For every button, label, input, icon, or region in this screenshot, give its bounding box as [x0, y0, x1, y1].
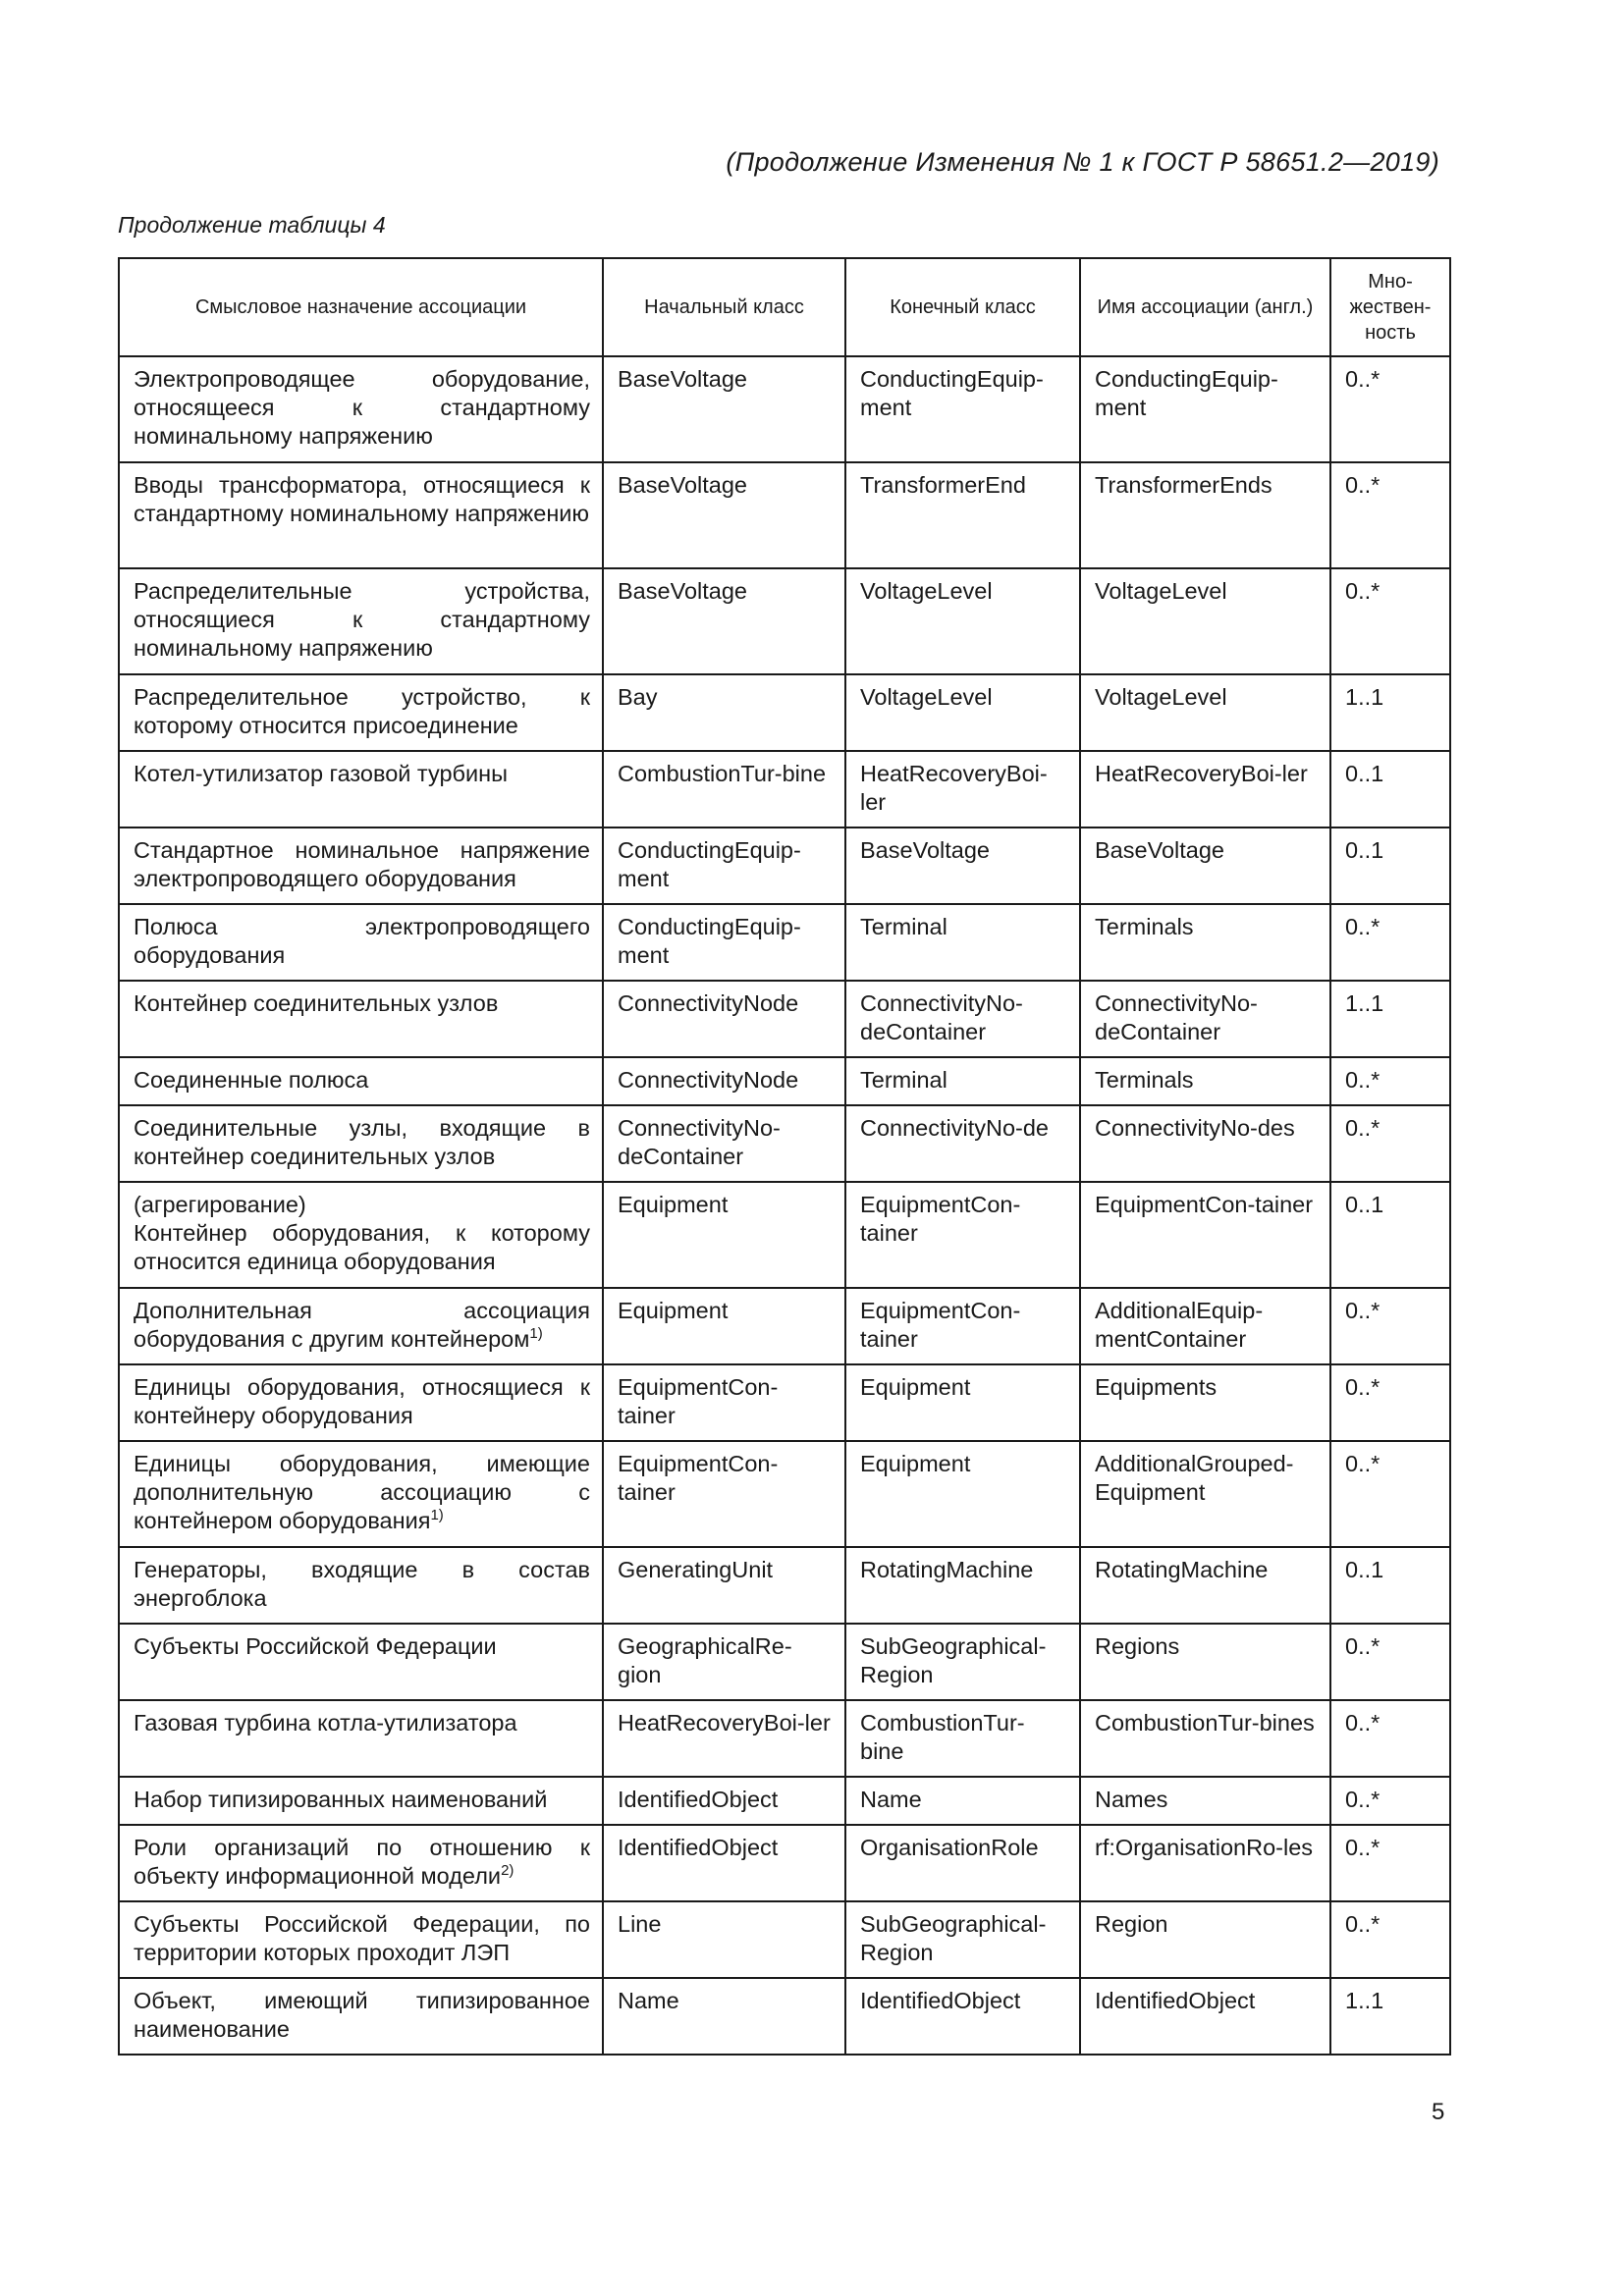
cell-purpose: Соединенные полюса: [119, 1057, 603, 1105]
cell-purpose: Единицы оборудования, относящиеся к контейнеру оборудования: [119, 1364, 603, 1441]
cell-start-class: GeneratingUnit: [603, 1547, 845, 1624]
cell-end-class: EquipmentCon-tainer: [845, 1288, 1080, 1364]
cell-multiplicity: 0..*: [1330, 1777, 1450, 1825]
cell-end-class: SubGeographical-Region: [845, 1624, 1080, 1700]
cell-association-name: HeatRecoveryBoi-ler: [1080, 751, 1330, 828]
cell-start-class: EquipmentCon-tainer: [603, 1441, 845, 1547]
table-row: [119, 828, 1450, 904]
cell-start-class: Equipment: [603, 1182, 845, 1288]
cell-multiplicity: 0..*: [1330, 1901, 1450, 1978]
table-row: [119, 981, 1450, 1057]
header-multiplicity: Мно-жествен-ность: [1330, 258, 1450, 356]
cell-association-name: AdditionalEquip-mentContainer: [1080, 1288, 1330, 1364]
header-end-class: Конечный класс: [845, 258, 1080, 356]
cell-purpose: (агрегирование) Контейнер оборудования, к которому относится единица оборудования: [119, 1182, 603, 1288]
cell-end-class: RotatingMachine: [845, 1547, 1080, 1624]
cell-end-class: IdentifiedObject: [845, 1978, 1080, 2055]
cell-multiplicity: 0..*: [1330, 1441, 1450, 1547]
cell-end-class: CombustionTur-bine: [845, 1700, 1080, 1777]
cell-end-class: BaseVoltage: [845, 828, 1080, 904]
cell-association-name: BaseVoltage: [1080, 828, 1330, 904]
cell-end-class: Terminal: [845, 1057, 1080, 1105]
cell-association-name: EquipmentCon-tainer: [1080, 1182, 1330, 1288]
table-row: [119, 1700, 1450, 1777]
cell-multiplicity: 1..1: [1330, 981, 1450, 1057]
cell-association-name: VoltageLevel: [1080, 568, 1330, 674]
cell-multiplicity: 0..*: [1330, 1825, 1450, 1901]
cell-purpose: Единицы оборудования, имеющие дополнительную ассоциацию с контейнером оборудования$^{1)}$: [119, 1441, 603, 1547]
cell-purpose: Котел-утилизатор газовой турбины: [119, 751, 603, 828]
cell-end-class: HeatRecoveryBoi-ler: [845, 751, 1080, 828]
table-row: [119, 751, 1450, 828]
cell-purpose: Газовая турбина котла-утилизатора: [119, 1700, 603, 1777]
cell-multiplicity: 1..1: [1330, 1978, 1450, 2055]
cell-multiplicity: 0..*: [1330, 1105, 1450, 1182]
cell-start-class: IdentifiedObject: [603, 1777, 845, 1825]
cell-multiplicity: 0..*: [1330, 1364, 1450, 1441]
cell-purpose: Электропроводящее оборудование, относящееся к стандартному номинальному напряжению: [119, 356, 603, 462]
table-header-row: [119, 258, 1450, 356]
cell-association-name: rf:OrganisationRo-les: [1080, 1825, 1330, 1901]
cell-purpose: Субъекты Российской Федерации, по территории которых проходит ЛЭП: [119, 1901, 603, 1978]
cell-end-class: TransformerEnd: [845, 462, 1080, 568]
document-header-note: (Продолжение Изменения № 1 к ГОСТ Р 58651.2—2019): [726, 147, 1439, 177]
cell-association-name: Region: [1080, 1901, 1330, 1978]
footnote-marker: 1): [430, 1507, 444, 1523]
table-row: [119, 1288, 1450, 1364]
cell-association-name: RotatingMachine: [1080, 1547, 1330, 1624]
page-number: 5: [1432, 2099, 1445, 2125]
cell-purpose: Полюса электропроводящего оборудования: [119, 904, 603, 981]
cell-multiplicity: 0..*: [1330, 1288, 1450, 1364]
cell-association-name: ConnectivityNo-deContainer: [1080, 981, 1330, 1057]
cell-end-class: VoltageLevel: [845, 568, 1080, 674]
cell-start-class: GeographicalRe-gion: [603, 1624, 845, 1700]
cell-multiplicity: 0..*: [1330, 462, 1450, 568]
cell-multiplicity: 0..1: [1330, 828, 1450, 904]
table-row: [119, 1441, 1450, 1547]
cell-association-name: VoltageLevel: [1080, 674, 1330, 751]
cell-start-class: ConductingEquip-ment: [603, 828, 845, 904]
cell-purpose: Роли организаций по отношению к объекту информационной модели$^{2)}$: [119, 1825, 603, 1901]
cell-association-name: Regions: [1080, 1624, 1330, 1700]
cell-association-name: ConnectivityNo-des: [1080, 1105, 1330, 1182]
table-row: [119, 1624, 1450, 1700]
table-row: [119, 674, 1450, 751]
cell-start-class: HeatRecoveryBoi-ler: [603, 1700, 845, 1777]
table-caption: Продолжение таблицы 4: [118, 212, 386, 238]
cell-start-class: ConnectivityNode: [603, 1057, 845, 1105]
cell-purpose: Дополнительная ассоциация оборудования с другим контейнером$^{1)}$: [119, 1288, 603, 1364]
table-row: [119, 356, 1450, 462]
cell-start-class: BaseVoltage: [603, 356, 845, 462]
header-purpose: Смысловое назначение ассоциации: [119, 258, 603, 356]
cell-association-name: Terminals: [1080, 1057, 1330, 1105]
associations-table: [118, 257, 1451, 2056]
cell-start-class: Name: [603, 1978, 845, 2055]
cell-multiplicity: 0..*: [1330, 1057, 1450, 1105]
table-row: [119, 1777, 1450, 1825]
cell-start-class: Line: [603, 1901, 845, 1978]
cell-multiplicity: 0..*: [1330, 904, 1450, 981]
cell-association-name: Equipments: [1080, 1364, 1330, 1441]
cell-association-name: AdditionalGrouped-Equipment: [1080, 1441, 1330, 1547]
table-row: [119, 1901, 1450, 1978]
cell-multiplicity: 0..*: [1330, 568, 1450, 674]
cell-purpose: Стандартное номинальное напряжение электропроводящего оборудования: [119, 828, 603, 904]
cell-start-class: IdentifiedObject: [603, 1825, 845, 1901]
cell-end-class: ConductingEquip-ment: [845, 356, 1080, 462]
cell-end-class: EquipmentCon-tainer: [845, 1182, 1080, 1288]
cell-multiplicity: 1..1: [1330, 674, 1450, 751]
table-row: [119, 1547, 1450, 1624]
cell-purpose: Субъекты Российской Федерации: [119, 1624, 603, 1700]
cell-multiplicity: 0..*: [1330, 1700, 1450, 1777]
cell-end-class: ConnectivityNo-de: [845, 1105, 1080, 1182]
cell-start-class: BaseVoltage: [603, 462, 845, 568]
cell-association-name: IdentifiedObject: [1080, 1978, 1330, 2055]
table-row: [119, 462, 1450, 568]
cell-start-class: Equipment: [603, 1288, 845, 1364]
cell-end-class: ConnectivityNo-deContainer: [845, 981, 1080, 1057]
aggregation-note: (агрегирование): [134, 1192, 306, 1217]
cell-start-class: ConductingEquip-ment: [603, 904, 845, 981]
cell-start-class: BaseVoltage: [603, 568, 845, 674]
table-row: [119, 1978, 1450, 2055]
cell-multiplicity: 0..*: [1330, 1624, 1450, 1700]
header-association-name: Имя ассоциации (англ.): [1080, 258, 1330, 356]
table-row: [119, 1825, 1450, 1901]
cell-start-class: CombustionTur-bine: [603, 751, 845, 828]
cell-multiplicity: 0..*: [1330, 356, 1450, 462]
cell-association-name: ConductingEquip-ment: [1080, 356, 1330, 462]
cell-start-class: EquipmentCon-tainer: [603, 1364, 845, 1441]
cell-end-class: OrganisationRole: [845, 1825, 1080, 1901]
cell-end-class: Name: [845, 1777, 1080, 1825]
cell-purpose: Генераторы, входящие в состав энергоблока: [119, 1547, 603, 1624]
cell-purpose: Контейнер соединительных узлов: [119, 981, 603, 1057]
table-row: [119, 1182, 1450, 1288]
cell-start-class: ConnectivityNo-deContainer: [603, 1105, 845, 1182]
cell-purpose: Вводы трансформатора, относящиеся к стандартному номинальному напряжению: [119, 462, 603, 568]
table-row: [119, 1057, 1450, 1105]
cell-purpose: Соединительные узлы, входящие в контейнер соединительных узлов: [119, 1105, 603, 1182]
cell-multiplicity: 0..1: [1330, 1547, 1450, 1624]
cell-end-class: VoltageLevel: [845, 674, 1080, 751]
cell-start-class: ConnectivityNode: [603, 981, 845, 1057]
cell-end-class: SubGeographical-Region: [845, 1901, 1080, 1978]
cell-association-name: CombustionTur-bines: [1080, 1700, 1330, 1777]
footnote-marker: 1): [529, 1325, 543, 1342]
cell-end-class: Terminal: [845, 904, 1080, 981]
table-row: [119, 1364, 1450, 1441]
cell-end-class: Equipment: [845, 1364, 1080, 1441]
cell-association-name: Names: [1080, 1777, 1330, 1825]
cell-end-class: Equipment: [845, 1441, 1080, 1547]
cell-purpose: Набор типизированных наименований: [119, 1777, 603, 1825]
cell-association-name: Terminals: [1080, 904, 1330, 981]
cell-multiplicity: 0..1: [1330, 1182, 1450, 1288]
footnote-marker: 2): [501, 1862, 514, 1879]
cell-purpose: Распределительные устройства, относящиеся к стандартному номинальному напряжению: [119, 568, 603, 674]
table-row: [119, 568, 1450, 674]
cell-start-class: Bay: [603, 674, 845, 751]
cell-association-name: TransformerEnds: [1080, 462, 1330, 568]
table-row: [119, 904, 1450, 981]
table-row: [119, 1105, 1450, 1182]
cell-purpose: Объект, имеющий типизированное наименование: [119, 1978, 603, 2055]
cell-multiplicity: 0..1: [1330, 751, 1450, 828]
header-start-class: Начальный класс: [603, 258, 845, 356]
cell-purpose: Распределительное устройство, к которому относится присоединение: [119, 674, 603, 751]
